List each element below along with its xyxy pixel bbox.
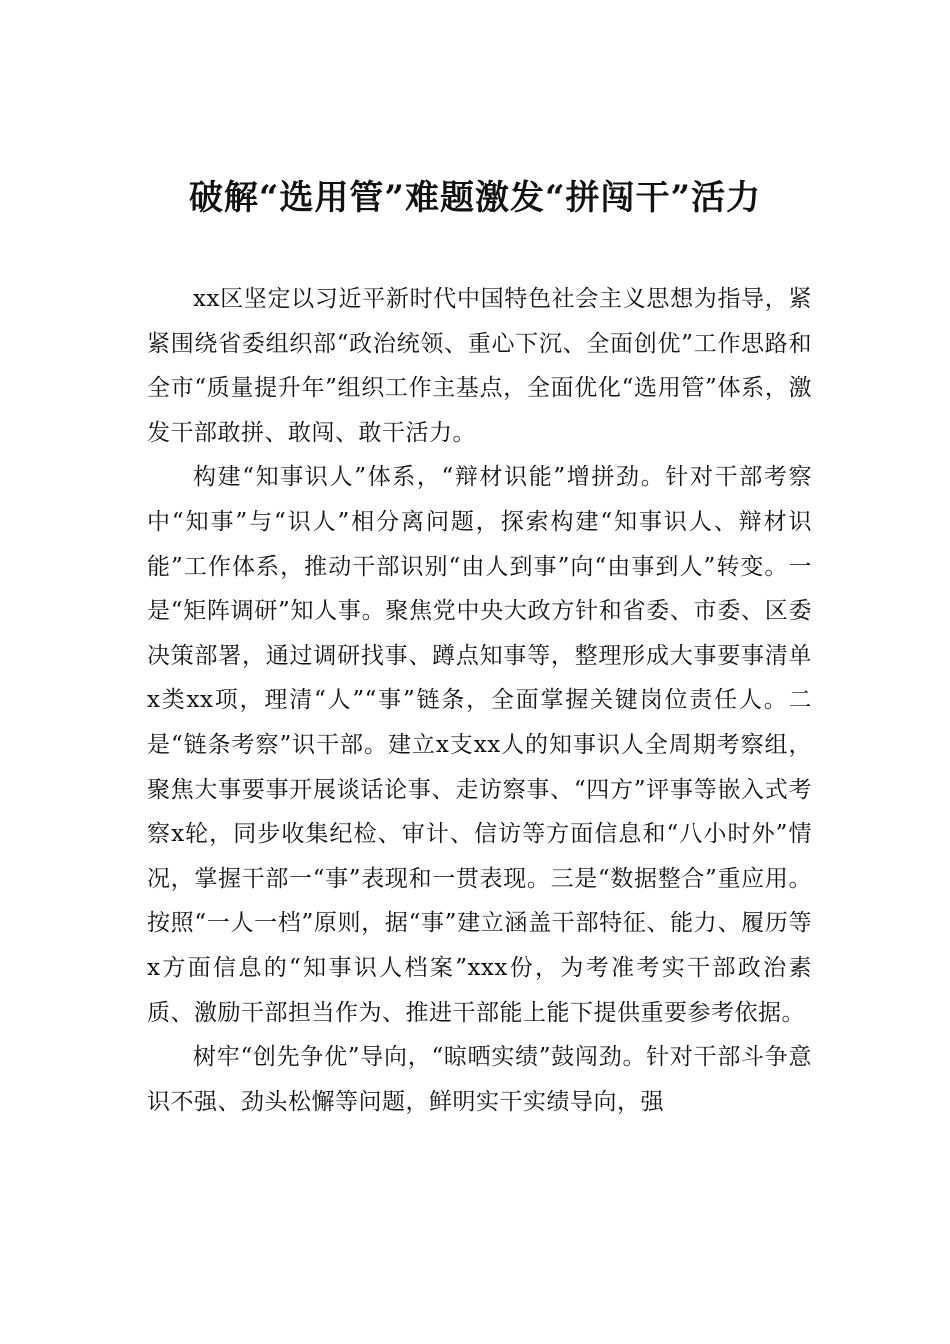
paragraph-section-1: 构建“知事识人”体系，“辩材识能”增拼劲。针对干部考察中“知事”与“识人”相分离问题，探索构建“知事识人、辩材识能”工作体系，推动干部识别“由人到事”向“由事到人”转变。一是“矩阵调研”知人事。聚焦党中央大政方针和省委、市委、区委决策部署，通过调研找事、蹲点知事等，整理形成大事要事清单x类xx项，理清“人”“事”链条，全面掌握关键岗位责任人。二是“链条考察”识干部。建立x支xx人的知事识人全周期考察组，聚焦大事要事开展谈话论事、走访察事、“四方”评事等嵌入式考察x轮，同步收集纪检、审计、信访等方面信息和“八小时外”情况，掌握干部一“事”表现和一贯表现。三是“数据整合”重应用。按照“一人一档”原则，据“事”建立涵盖干部特征、能力、履历等x方面信息的“知事识人档案”xxx份，为考准考实干部政治素质、激励干部担当作为、推进干部能上能下提供重要参考依据。 (147, 464, 812, 1026)
document-body (147, 277, 812, 1124)
document-title: 破解“选用管”难题激发“拼闯干”活力 (188, 178, 762, 218)
paragraph-intro: xx区坚定以习近平新时代中国特色社会主义思想为指导，紧紧围绕省委组织部“政治统领、重心下沉、全面创优”工作思路和全市“质量提升年”组织工作主基点，全面优化“选用管”体系，激发干部敢拼、敢闯、敢干活力。 (147, 286, 812, 446)
paragraph-section-2: 树牢“创先争优”导向，“晾晒实绩”鼓闯劲。针对干部斗争意识不强、劲头松懈等问题，鲜明实干实绩导向，强 (147, 1044, 812, 1115)
